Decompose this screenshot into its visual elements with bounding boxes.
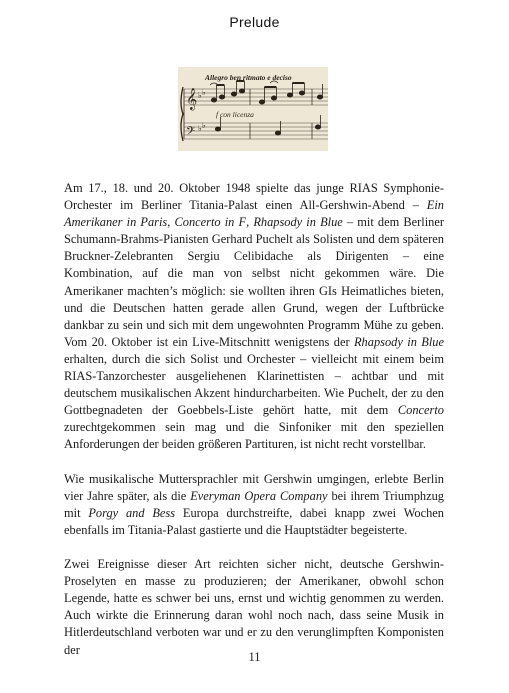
text-run: Am 17., 18. und 20. Oktober 1948 spielte das junge RIAS Symphonie-Orchester im Berliner Titania-Palast einen All-Gershwin-Abend –: [64, 181, 444, 213]
treble-clef-icon: 𝄞: [186, 88, 198, 110]
text-run: Zwei Ereignisse dieser Art reichten sicher nicht, deutsche Gershwin-Proselyten en masse zu produzieren; der Amerikaner, obwohl schon Legende, hatte es schwer bei uns, ernst und wichtig genommen zu werden. Auch wirkte die Erinnerung daran wohl noch nach, dass seine Musik in Hitlerdeutschland verboten war und er zu den verunglimpften Komponisten der: [64, 557, 444, 657]
svg-text:♭: ♭: [198, 124, 202, 133]
dynamic-marking: f con licenza: [216, 110, 254, 119]
text-run: zurechtgekommen sein mag und die Sinfoniker mit den speziellen Anforderungen der beiden größeren Partituren, ist nicht recht vorstellbar.: [64, 420, 444, 452]
italic-text: Concerto in F: [174, 215, 247, 230]
tempo-marking: Allegro ben ritmato e deciso: [205, 73, 292, 82]
body-text: [64, 180, 444, 659]
italic-text: Concerto: [397, 403, 444, 418]
upper-notes: [211, 81, 322, 104]
italic-text: Ein Amerikaner in Paris: [64, 198, 444, 230]
svg-text:♭: ♭: [202, 88, 206, 97]
svg-text:♭: ♭: [198, 91, 202, 100]
running-header: Prelude: [229, 14, 280, 30]
text-run: erhalten, durch die sich Solist und Orchester – vielleicht mit einem beim RIAS-Tanzorchester ausgeliehenen Klarinettisten – achtbar und mit deutschem musikalischen Akzent hindurcharbeiten. Wie Puchelt, der zu den Gottbegnadeten der Goebbels-Liste gehört hatte, mit dem: [64, 351, 444, 418]
text-run: ,: [167, 215, 175, 230]
text-run: Europa durchstreifte, dabei knapp zwei Wochen ebenfalls im Titania-Palast gastierte und die Hauptstädter begeisterte.: [64, 505, 444, 537]
italic-text: Everyman Opera Company: [190, 488, 328, 503]
paragraph: [64, 180, 444, 454]
text-run: ,: [246, 215, 254, 230]
italic-text: Porgy and Bess: [88, 505, 176, 520]
text-run: – mit dem Berliner Schumann-Brahms-Pianisten Gerhard Puchelt als Solisten und dem späteren Bruckner-Zelebranten Sergiu Celibidache als Dirigenten – eine Kombination, auf die man von selbst nicht gekommen wäre. Die Amerikaner machten’s möglich: sie wollten ihren GIs Heimatliches bieten, und die Deutschen hatten gerade allen Grund, wegen der Luftbrücke dankbar zu sein und sich mit dem ungewohnten Programm Mühe zu geben. Vom 20. Oktober ist ein Live-Mitschnitt wenigstens der: [64, 215, 444, 349]
text-run: bei ihrem Triumphzug mit: [64, 488, 444, 520]
music-score-excerpt: [178, 67, 328, 151]
paragraph: [64, 471, 444, 539]
key-signature-flats: [198, 88, 206, 133]
svg-text:♭: ♭: [202, 121, 206, 130]
bass-clef-icon: 𝄢: [186, 125, 196, 141]
paragraph: [64, 556, 444, 659]
italic-text: Rhapsody in Blue: [253, 215, 343, 230]
page-number: 11: [248, 650, 261, 664]
text-run: Wie musikalische Muttersprachler mit Gershwin umgingen, erlebte Berlin vier Jahre später, als die: [64, 471, 444, 503]
italic-text: Rhapsody in Blue: [353, 334, 444, 349]
